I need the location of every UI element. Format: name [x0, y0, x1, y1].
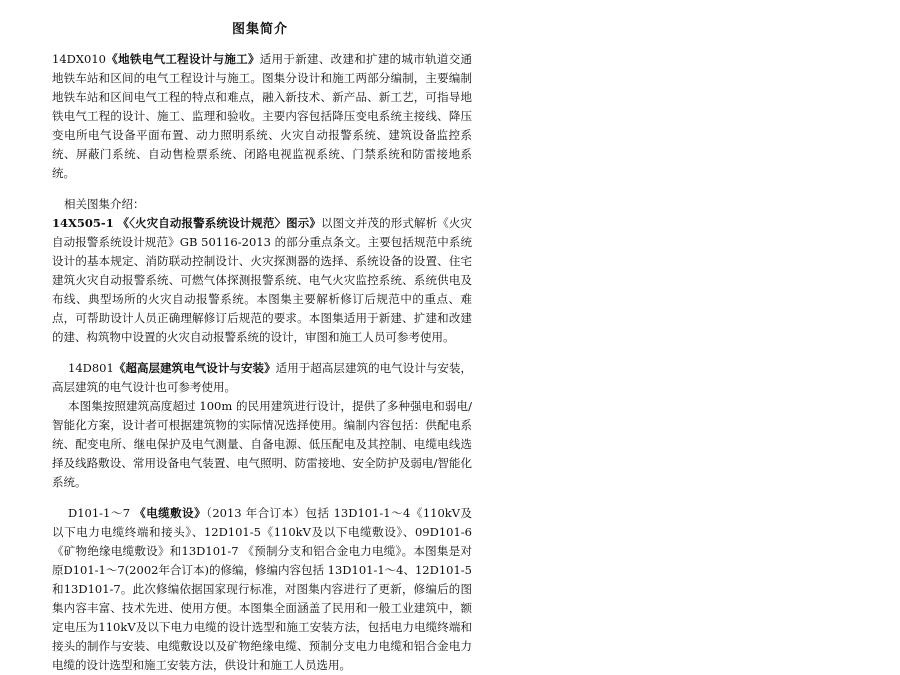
related-intro: 相关图集介绍： — [64, 197, 145, 211]
paragraph-14d801-detail: 本图集按照建筑高度超过 100m 的民用建筑进行设计，提供了多种强电和弱电/智能化方案，设计者可根据建筑物的实际情况选择使用。编制内容包括：供配电系统、配变电所、继电保护及电气测量、自备电源、低压配电及其控制、电缆电线选择及线路敷设、常用设备电气装置、电气照明、防雷接地、安全防护及弱电/智能化系统。 — [52, 399, 472, 489]
paragraph-14d801 — [52, 359, 472, 397]
code-14dx010: 14DX010 — [52, 52, 106, 66]
document-body — [52, 50, 472, 675]
book-title-14x505: 《〈火灾自动报警系统设计规范〉图示》 — [117, 216, 321, 230]
text-14dx010: 适用于新建、改建和扩建的城市轨道交通地铁车站和区间的电气工程设计与施工。图集分设计和施工两部分编制，主要编制地铁车站和区间电气工程的特点和难点，融入新技术、新产品、新工艺，可指导地铁电气工程的设计、施工、监理和验收。主要内容包括降压变电系统主接线、降压变电所电气设备平面布置、动力照明系统、火灾自动报警系统、建筑设备监控系统、屏蔽门系统、自动售检票系统、闭路电视监视系统、门禁系统和防雷接地系统。 — [52, 52, 473, 180]
text-14d801: 适用于超高层建筑的电气设计与安装，高层建筑的电气设计也可参考使用。 — [52, 361, 473, 394]
code-14x505: 14X505-1 — [52, 216, 114, 230]
page-title: 图集简介 — [231, 22, 288, 37]
book-title-d101: 《电缆敷设》 — [134, 506, 207, 520]
paragraph-14x505 — [52, 214, 472, 347]
book-title-14dx010: 《地铁电气工程设计与施工》 — [106, 52, 260, 66]
book-title-14d801: 《超高层建筑电气设计与安装》 — [113, 361, 276, 375]
paragraph-14dx010 — [52, 50, 472, 183]
text-d101: （2013 年合订本）包括 13D101-1～4《110kV及以下电力电缆终端和接头》、12D101-5《110kV及以下电缆敷设》、09D101-6《矿物绝缘电缆敷设》和13D101-7 《预制分支和铝合金电力电缆》。本图集是对原D101-1～7(2002年合订本)的修编，修编内容包括 13D101-1～4、12D101-5和13D101-7。此次修编依据国家现行标准，对图集内容进行了更新，修编后的图集内容丰富、技术先进、使用方便。本图集全面涵盖了民用和一般工业建筑中，额定电压为110kV及以下电力电缆的设计选型和施工安装方法，包括电力电缆终端和接头的制作与安装、电缆敷设以及矿物绝缘电缆、预制分支电力电缆和铝合金电力电缆的设计选型和施工安装方法，供设计和施工人员选用。 — [52, 506, 473, 672]
text-14x505: 以图文并茂的形式解析《火灾自动报警系统设计规范》GB 50116-2013 的部分重点条文。主要包括规范中系统设计的基本规定、消防联动控制设计、火灾探测器的选择、系统设备的设置、住宅建筑火灾自动报警系统、可燃气体探测报警系统、电气火灾监控系统、系统供电及布线、典型场所的火灾自动报警系统。本图集主要解析修订后规范中的重点、难点，可帮助设计人员正确理解修订后规范的要求。本图集适用于新建、扩建和改建的建、构筑物中设置的火灾自动报警系统的设计，审图和施工人员可参考使用。 — [52, 216, 472, 344]
code-14d801: 14D801 — [68, 361, 114, 375]
code-d101: D101-1～7 — [68, 506, 131, 520]
paragraph-d101 — [52, 504, 472, 675]
